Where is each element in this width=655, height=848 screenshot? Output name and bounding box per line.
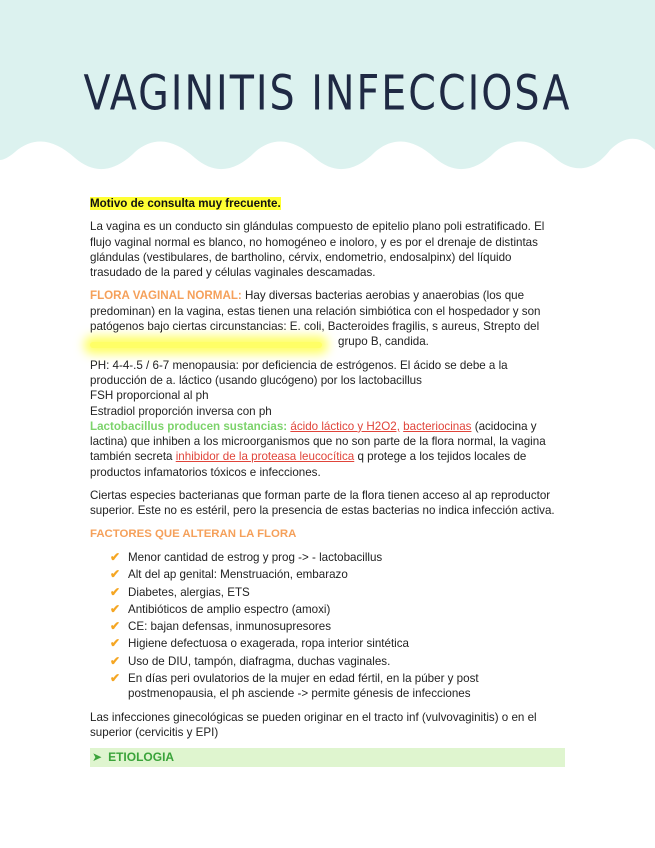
intro-paragraph: La vagina es un conducto sin glándulas compuesto de epitelio plano poli estratificado. El flujo vaginal normal es blanco, no homogéneo e inoloro, y es por el drenaje de distintas glándulas (vestibulares, de bartholino, cérvix, endometrio, endosalpinx) del líquido trasudado de la pared y células vaginales descamadas. — [90, 220, 545, 280]
check-icon: ✔ — [110, 549, 121, 564]
check-icon: ✔ — [110, 653, 121, 668]
page-title: VAGINITIS INFECCIOSA — [83, 65, 572, 122]
ciertas-paragraph: Ciertas especies bacterianas que forman parte de la flora tienen acceso al ap reproductor superior. Este no es estéril, pero la presencia de estas bacterias no indica infección activa. — [90, 489, 555, 518]
list-item: ✔ Menor cantidad de estrog y prog -> - lactobacillus — [110, 549, 383, 564]
arrow-right-icon: ➤ — [92, 750, 103, 765]
list-item: ✔ Uso de DIU, tampón, diafragma, duchas vaginales. — [110, 653, 391, 668]
ph-note-box — [90, 342, 322, 348]
flora-text-3: q protege a los tejidos locales de productos infamatorios tóxicos e infecciones. — [90, 450, 527, 479]
document-body — [90, 196, 565, 767]
etiologia-heading: ETIOLOGIA — [108, 750, 175, 765]
motivo-highlight: Motivo de consulta muy frecuente. — [90, 197, 281, 210]
factores-heading: FACTORES QUE ALTERAN LA FLORA — [90, 527, 297, 540]
list-item: ✔ Diabetes, alergias, ETS — [110, 584, 250, 599]
check-icon: ✔ — [110, 584, 121, 599]
flora-heading: FLORA VAGINAL NORMAL: — [90, 289, 242, 303]
bacteriocinas-link: bacteriocinas — [403, 419, 472, 433]
check-icon: ✔ — [110, 619, 121, 634]
inhibidor-link: inhibidor de la proteasa leucocítica — [175, 450, 355, 464]
flora-paragraph — [90, 288, 565, 349]
list-item: ✔ Higiene defectuosa o exagerada, ropa interior sintética — [110, 636, 410, 651]
etiologia-section-bar[interactable] — [90, 748, 565, 767]
check-icon: ✔ — [110, 636, 121, 651]
list-item: ✔ Antibióticos de amplio espectro (amoxi) — [110, 601, 331, 616]
list-item: ✔ Alt del ap genital: Menstruación, embarazo — [110, 567, 348, 582]
list-item: ✔ CE: bajan defensas, inmunosupresores — [110, 619, 332, 634]
infecciones-paragraph: Las infecciones ginecológicas se pueden originar en el tracto inf (vulvovaginitis) o en el superior (cervicitis y EPI) — [90, 710, 537, 739]
note-line: Estradiol proporción inversa con ph — [90, 404, 272, 418]
flora-text-2: (acidocina y lactina) que inhiben a los microorganismos que no son parte de la flora normal, la vagina también secreta — [90, 419, 546, 464]
note-line: FSH proporcional al ph — [90, 389, 209, 403]
list-item: ✔ En días peri ovulatorios de la mujer en edad fértil, en la púber y post postmenopausia, el ph asciende -> permite génesis de infecciones — [110, 671, 479, 701]
check-icon: ✔ — [110, 601, 121, 616]
note-line: PH: 4-4-.5 / 6-7 menopausia: por deficiencia de estrógenos. El ácido se debe a la producción de a. láctico (usando glucógeno) por los lactobacillus — [90, 358, 508, 387]
flora-text-1: Hay diversas bacterias aerobias y anaerobias (los que predominan) en la vagina, estas tienen una relación simbiótica con el hospedador y son patógenos bajo ciertas circunstancias: E. coli, Bacteroides fragilis, s aureus, Strepto del grupo B, candida. — [90, 289, 541, 349]
check-icon: ✔ — [110, 671, 121, 686]
factores-list — [90, 550, 565, 702]
check-icon: ✔ — [110, 567, 121, 582]
lactobacillus-text: Lactobacillus producen sustancias: — [90, 419, 288, 433]
acido-lactico-link: ácido láctico y H2O2, — [290, 419, 400, 433]
